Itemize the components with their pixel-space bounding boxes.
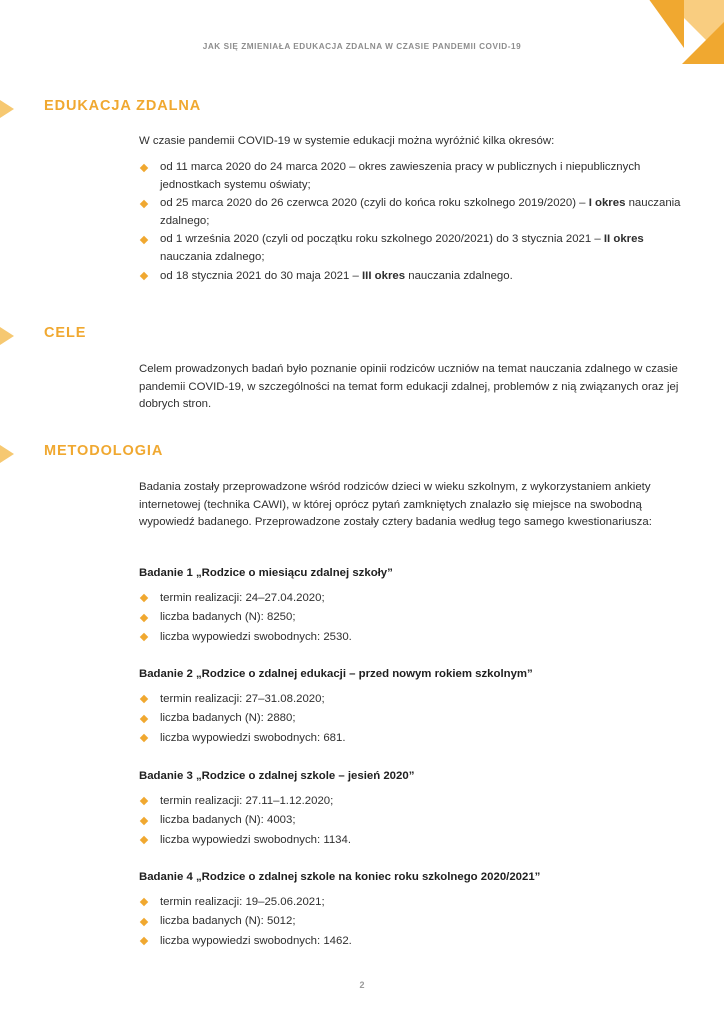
- list-item: [139, 710, 684, 728]
- section-metodologia: [0, 443, 724, 469]
- study-title: Badanie 3 „Rodzice o zdalnej szkole – jesień 2020”: [139, 770, 415, 782]
- section-edukacja-zdalna: [0, 98, 724, 124]
- section-title: CELE: [44, 325, 87, 341]
- study-block-3: [139, 768, 684, 851]
- metodologia-paragraph: Badania zostały przeprowadzone wśród rodziców dzieci w wieku szkolnym, z wykorzystaniem ankiety internetowej (technika CAWI), w której oprócz pytań zamkniętych znalazło się miejsce na swobodną wypowiedź badanego. Przeprowadzone zostały cztery badania według tego samego kwestionariusza:: [139, 481, 652, 529]
- list-item-text: termin realizacji: 19–25.06.2021;: [160, 895, 325, 908]
- list-item-text: od 25 marca 2020 do 26 czerwca 2020 (czyli do końca roku szkolnego 2019/2020) – I okres nauczania zdalnego;: [160, 197, 681, 227]
- arrow-marker-icon: [0, 100, 14, 118]
- list-item: [139, 894, 684, 912]
- study-title: Badanie 4 „Rodzice o zdalnej szkole na koniec roku szkolnego 2020/2021”: [139, 871, 541, 883]
- study-title: Badanie 2 „Rodzice o zdalnej edukacji – przed nowym rokiem szkolnym”: [139, 668, 533, 680]
- list-item-text: liczba badanych (N): 5012;: [160, 915, 296, 928]
- section-header: [0, 98, 724, 124]
- running-head: JAK SIĘ ZMIENIAŁA EDUKACJA ZDALNA W CZASIE PANDEMII COVID-19: [202, 42, 522, 51]
- list-item-text: termin realizacji: 24–27.04.2020;: [160, 591, 325, 604]
- list-item-text: liczba wypowiedzi swobodnych: 681.: [160, 731, 346, 744]
- corner-dark-triangle: [648, 0, 684, 48]
- page-number: 2: [359, 980, 365, 990]
- list-item: [139, 793, 684, 811]
- list-item: [139, 268, 684, 286]
- list-item-text: liczba badanych (N): 8250;: [160, 611, 296, 624]
- list-item: [139, 590, 684, 608]
- section-header: [0, 443, 724, 469]
- list-item-text: liczba badanych (N): 2880;: [160, 712, 296, 725]
- list-item: [139, 609, 684, 627]
- list-item: [139, 629, 684, 647]
- list-item-text: od 11 marca 2020 do 24 marca 2020 – okres zawieszenia pracy w publicznych i niepublicznych jednostkach systemu oświaty;: [160, 161, 641, 191]
- list-item: [139, 231, 684, 266]
- study-block-4: [139, 869, 684, 952]
- list-item-text: od 1 września 2020 (czyli od początku roku szkolnego 2020/2021) do 3 stycznia 2021 – II okres nauczania zdalnego;: [160, 233, 644, 263]
- list-item: [139, 913, 684, 931]
- list-item: [139, 195, 684, 230]
- list-item-text: od 18 stycznia 2021 do 30 maja 2021 – III okres nauczania zdalnego.: [160, 269, 513, 282]
- edukacja-period-list: [139, 159, 684, 285]
- study-block-1: [139, 565, 684, 648]
- list-item-text: liczba badanych (N): 4003;: [160, 814, 296, 827]
- study-detail-list: [139, 894, 684, 951]
- list-item: [139, 812, 684, 830]
- study-detail-list: [139, 793, 684, 850]
- corner-light-triangle: [664, 0, 724, 60]
- study-title: Badanie 1 „Rodzice o miesiącu zdalnej szkoły”: [139, 567, 393, 579]
- list-item-text: liczba wypowiedzi swobodnych: 1134.: [160, 833, 352, 846]
- list-item-text: termin realizacji: 27–31.08.2020;: [160, 692, 325, 705]
- list-item-text: liczba wypowiedzi swobodnych: 2530.: [160, 630, 352, 643]
- list-item: [139, 730, 684, 748]
- list-item: [139, 933, 684, 951]
- section-header: [0, 325, 724, 351]
- list-item: [139, 159, 684, 194]
- section-title: EDUKACJA ZDALNA: [44, 98, 202, 114]
- edukacja-intro: W czasie pandemii COVID-19 w systemie edukacji można wyróżnić kilka okresów:: [139, 135, 555, 147]
- list-item-text: termin realizacji: 27.11–1.12.2020;: [160, 794, 334, 807]
- section-cele: [0, 325, 724, 351]
- cele-paragraph: Celem prowadzonych badań było poznanie opinii rodziców uczniów na temat nauczania zdalnego w czasie pandemii COVID-19, w szczególności na temat form edukacji zdalnej, problemów z nią związanych oraz jej dobrych stron.: [139, 363, 679, 411]
- list-item: [139, 691, 684, 709]
- study-detail-list: [139, 691, 684, 748]
- study-detail-list: [139, 590, 684, 647]
- list-item: [139, 832, 684, 850]
- arrow-marker-icon: [0, 327, 14, 345]
- list-item-text: liczba wypowiedzi swobodnych: 1462.: [160, 934, 352, 947]
- edukacja-list-wrap: [139, 159, 684, 286]
- arrow-marker-icon: [0, 445, 14, 463]
- section-title: METODOLOGIA: [44, 443, 164, 459]
- study-block-2: [139, 666, 684, 749]
